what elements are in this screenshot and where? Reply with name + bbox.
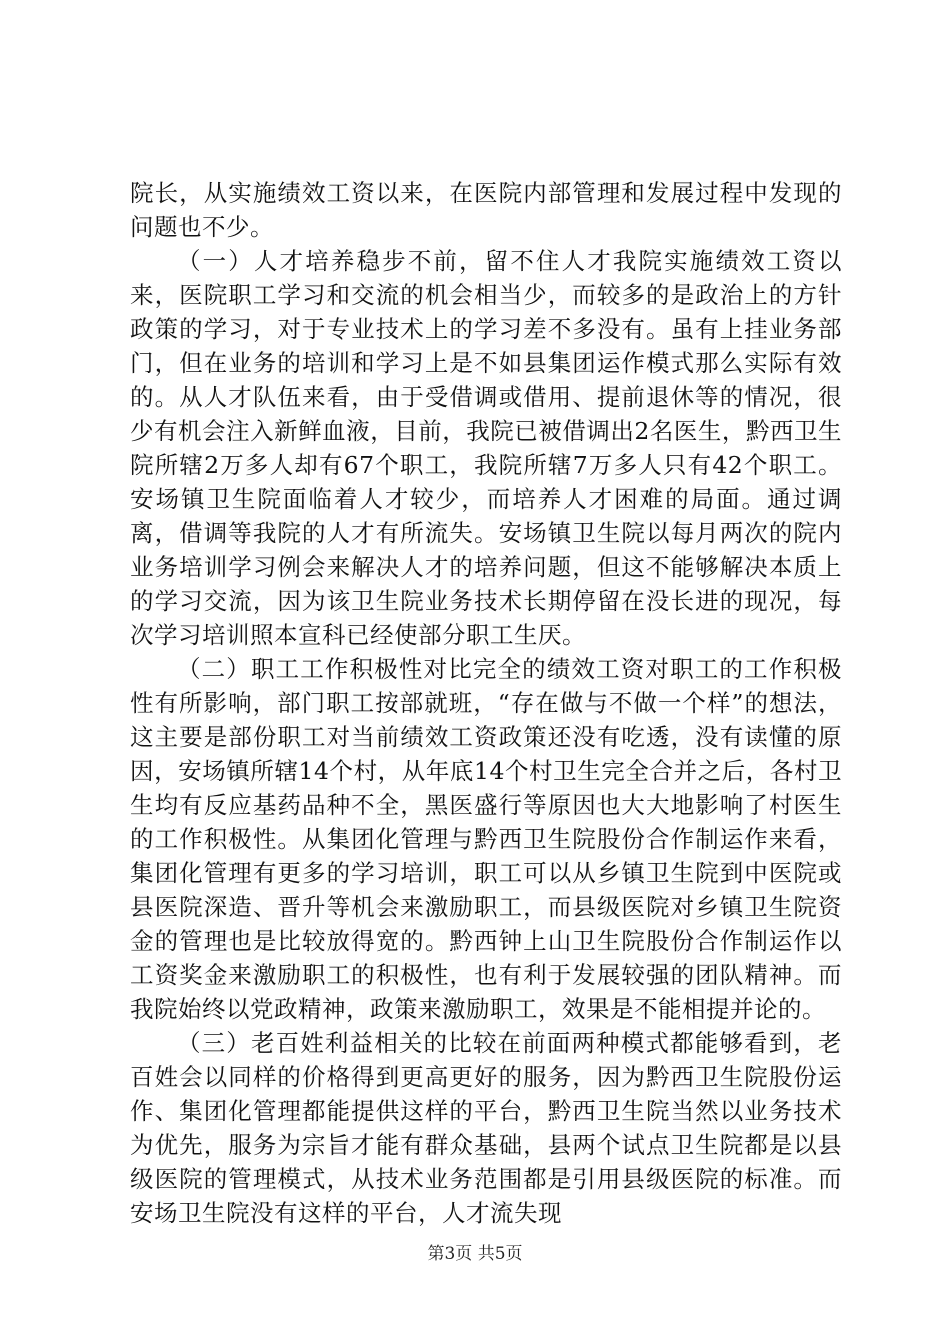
- page-footer: [0, 1243, 950, 1265]
- document-body: [130, 176, 842, 1230]
- paragraph-section-3: （三）老百姓利益相关的比较在前面两种模式都能够看到，老百姓会以同样的价格得到更高更好的服务，因为黔西卫生院股份运作、集团化管理都能提供这样的平台，黔西卫生院当然以业务技术为优先，服务为宗旨才能有群众基础，县两个试点卫生院都是以县级医院的管理模式，从技术业务范围都是引用县级医院的标准。而安场卫生院没有这样的平台，人才流失现: [130, 1029, 842, 1227]
- paragraph-intro: 院长，从实施绩效工资以来，在医院内部管理和发展过程中发现的问题也不少。: [130, 179, 842, 241]
- paragraph-section-2: （二）职工工作积极性对比完全的绩效工资对职工的工作积极性有所影响，部门职工按部就班，“存在做与不做一个样”的想法，这主要是部份职工对当前绩效工资政策还没有吃透，没有读懂的原因，安场镇所辖14个村，从年底14个村卫生完全合并之后，各村卫生均有反应基药品种不全，黑医盛行等原因也大大地影响了村医生的工作积极性。从集团化管理与黔西卫生院股份合作制运作来看，集团化管理有更多的学习培训，职工可以从乡镇卫生院到中医院或县医院深造、晋升等机会来激励职工，而县级医院对乡镇卫生院资金的管理也是比较放得宽的。黔西钟上山卫生院股份合作制运作以工资奖金来激励职工的积极性，也有利于发展较强的团队精神。而我院始终以党政精神，政策来激励职工，效果是不能相提并论的。: [130, 655, 842, 1023]
- page-number-label: 第3页 共5页: [427, 1244, 523, 1264]
- paragraph-section-1: （一）人才培养稳步不前，留不住人才我院实施绩效工资以来，医院职工学习和交流的机会相当少，而较多的是政治上的方针政策的学习，对于专业技术上的学习差不多没有。虽有上挂业务部门，但在业务的培训和学习上是不如县集团运作模式那么实际有效的。从人才队伍来看，由于受借调或借用、提前退休等的情况，很少有机会注入新鲜血液，目前，我院已被借调出2名医生，黔西卫生院所辖2万多人却有67个职工，我院所辖7万多人只有42个职工。安场镇卫生院面临着人才较少，而培养人才困难的局面。通过调离，借调等我院的人才有所流失。安场镇卫生院以每月两次的院内业务培训学习例会来解决人才的培养问题，但这不能够解决本质上的学习交流，因为该卫生院业务技术长期停留在没长进的现况，每次学习培训照本宣科已经使部分职工生厌。: [130, 247, 842, 649]
